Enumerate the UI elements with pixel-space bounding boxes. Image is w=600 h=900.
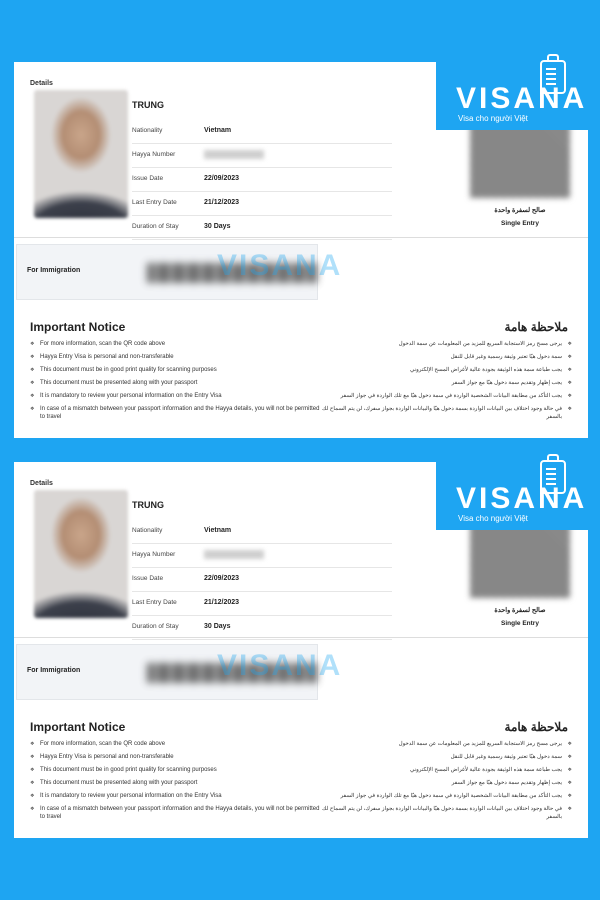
field-label: Issue Date bbox=[132, 175, 164, 182]
holder-photo bbox=[34, 90, 128, 218]
notice-item: ❖ It is mandatory to review your personal information on the Entry Visa bbox=[30, 392, 320, 400]
field-value: 21/12/2023 bbox=[204, 199, 240, 206]
notice-item-ar: ❖ في حالة وجود اختلاف بين البيانات الواردة بسمة دخول هيّا والبيانات الواردة بجواز سفرك، لن يتم السماح لك بالسفر bbox=[312, 805, 572, 821]
field-value: 22/09/2023 bbox=[204, 575, 240, 582]
field-label: Last Entry Date bbox=[132, 199, 177, 206]
notice-item: ❖ For more information, scan the QR code above bbox=[30, 340, 320, 348]
notice-list-en bbox=[30, 740, 320, 826]
logo-text: VISANA bbox=[456, 482, 588, 515]
notice-item: ❖ Hayya Entry Visa is personal and non-transferable bbox=[30, 753, 320, 761]
detail-row bbox=[132, 592, 392, 616]
notice-item-ar: ❖ يجب طباعة سمة هذه الوثيقة بجودة عالية لأغراض المسح الإلكتروني bbox=[312, 366, 572, 374]
notice-title-ar: ملاحظة هامة bbox=[504, 720, 568, 734]
notice-item: ❖ In case of a mismatch between your passport information and the Hayya details, you will not be permitted to travel bbox=[30, 805, 320, 821]
holder-name: TRUNG bbox=[132, 100, 164, 110]
entry-type-en: Single Entry bbox=[501, 620, 539, 627]
field-value: Vietnam bbox=[204, 527, 232, 534]
details-tag: Details bbox=[30, 80, 53, 87]
watermark-text: VISANA bbox=[217, 249, 343, 282]
detail-row bbox=[132, 520, 392, 544]
detail-row bbox=[132, 544, 392, 568]
notice-list-en bbox=[30, 340, 320, 426]
brand-logo bbox=[436, 50, 600, 130]
detail-row bbox=[132, 168, 392, 192]
detail-row bbox=[132, 568, 392, 592]
entry-type-en: Single Entry bbox=[501, 220, 539, 227]
logo-tagline: Visa cho người Việt bbox=[458, 114, 528, 123]
notice-item-ar: ❖ يجب طباعة سمة هذه الوثيقة بجودة عالية لأغراض المسح الإلكتروني bbox=[312, 766, 572, 774]
field-value: 30 Days bbox=[204, 223, 231, 230]
field-value: 22/09/2023 bbox=[204, 175, 240, 182]
notice-item-ar: ❖ سمة دخول هيّا تعتبر وثيقة رسمية وغير قابل للنقل bbox=[312, 353, 572, 361]
detail-row bbox=[132, 120, 392, 144]
notice-title-en: Important Notice bbox=[30, 320, 126, 334]
redacted-value bbox=[204, 550, 264, 559]
entry-type-ar: صالح لسفرة واحدة bbox=[494, 207, 546, 214]
notice-section bbox=[14, 310, 588, 438]
notice-item: ❖ Hayya Entry Visa is personal and non-transferable bbox=[30, 353, 320, 361]
notice-item: ❖ It is mandatory to review your personal information on the Entry Visa bbox=[30, 792, 320, 800]
detail-row bbox=[132, 192, 392, 216]
notice-title-ar: ملاحظة هامة bbox=[504, 320, 568, 334]
notice-item-ar: ❖ في حالة وجود اختلاف بين البيانات الواردة بسمة دخول هيّا والبيانات الواردة بجواز سفرك، لن يتم السماح لك بالسفر bbox=[312, 405, 572, 421]
notice-item-ar: ❖ يجب التأكد من مطابقة البيانات الشخصية الواردة في سمة دخول هيّا مع تلك الواردة في جواز السفر bbox=[312, 792, 572, 800]
field-label: Last Entry Date bbox=[132, 599, 177, 606]
watermark-text: VISANA bbox=[217, 649, 343, 682]
notice-item: ❖ For more information, scan the QR code above bbox=[30, 740, 320, 748]
immigration-label: For Immigration bbox=[27, 267, 81, 274]
notice-item: ❖ This document must be presented along with your passport bbox=[30, 779, 320, 787]
logo-text: VISANA bbox=[456, 82, 588, 115]
notice-list-ar bbox=[312, 740, 572, 826]
notice-list-ar bbox=[312, 340, 572, 426]
detail-row bbox=[132, 616, 392, 640]
logo-tagline: Visa cho người Việt bbox=[458, 514, 528, 523]
field-label: Nationality bbox=[132, 527, 163, 534]
field-label: Issue Date bbox=[132, 575, 164, 582]
notice-item-ar: ❖ يرجى مسح رمز الاستجابة السريع للمزيد من المعلومات عن سمة الدخول bbox=[312, 740, 572, 748]
notice-item: ❖ This document must be in good print quality for scanning purposes bbox=[30, 366, 320, 374]
notice-item-ar: ❖ يجب إظهار وتقديم سمة دخول هيّا مع جواز السفر bbox=[312, 779, 572, 787]
detail-row bbox=[132, 144, 392, 168]
field-label: Hayya Number bbox=[132, 551, 176, 558]
notice-item-ar: ❖ يجب إظهار وتقديم سمة دخول هيّا مع جواز السفر bbox=[312, 379, 572, 387]
field-value: 30 Days bbox=[204, 623, 231, 630]
notice-section bbox=[14, 710, 588, 838]
field-value: Vietnam bbox=[204, 127, 232, 134]
notice-item: ❖ In case of a mismatch between your passport information and the Hayya details, you will not be permitted to travel bbox=[30, 405, 320, 421]
brand-logo bbox=[436, 450, 600, 530]
details-tag: Details bbox=[30, 480, 53, 487]
field-label: Hayya Number bbox=[132, 151, 176, 158]
immigration-box bbox=[16, 644, 343, 700]
detail-row bbox=[132, 216, 392, 240]
holder-name: TRUNG bbox=[132, 500, 164, 510]
watermark-logo bbox=[217, 249, 342, 283]
field-value: 21/12/2023 bbox=[204, 599, 240, 606]
details-rows bbox=[132, 520, 392, 640]
redacted-value bbox=[204, 150, 264, 159]
field-label: Duration of Stay bbox=[132, 623, 179, 630]
immigration-box bbox=[16, 244, 343, 300]
field-label: Duration of Stay bbox=[132, 223, 179, 230]
field-label: Nationality bbox=[132, 127, 163, 134]
notice-title-en: Important Notice bbox=[30, 720, 126, 734]
entry-type-ar: صالح لسفرة واحدة bbox=[494, 607, 546, 614]
notice-item: ❖ This document must be presented along with your passport bbox=[30, 379, 320, 387]
immigration-label: For Immigration bbox=[27, 667, 81, 674]
notice-item-ar: ❖ سمة دخول هيّا تعتبر وثيقة رسمية وغير قابل للنقل bbox=[312, 753, 572, 761]
holder-photo bbox=[34, 490, 128, 618]
watermark-logo bbox=[217, 649, 342, 683]
notice-item: ❖ This document must be in good print quality for scanning purposes bbox=[30, 766, 320, 774]
notice-item-ar: ❖ يجب التأكد من مطابقة البيانات الشخصية الواردة في سمة دخول هيّا مع تلك الواردة في جواز السفر bbox=[312, 392, 572, 400]
notice-item-ar: ❖ يرجى مسح رمز الاستجابة السريع للمزيد من المعلومات عن سمة الدخول bbox=[312, 340, 572, 348]
details-rows bbox=[132, 120, 392, 240]
